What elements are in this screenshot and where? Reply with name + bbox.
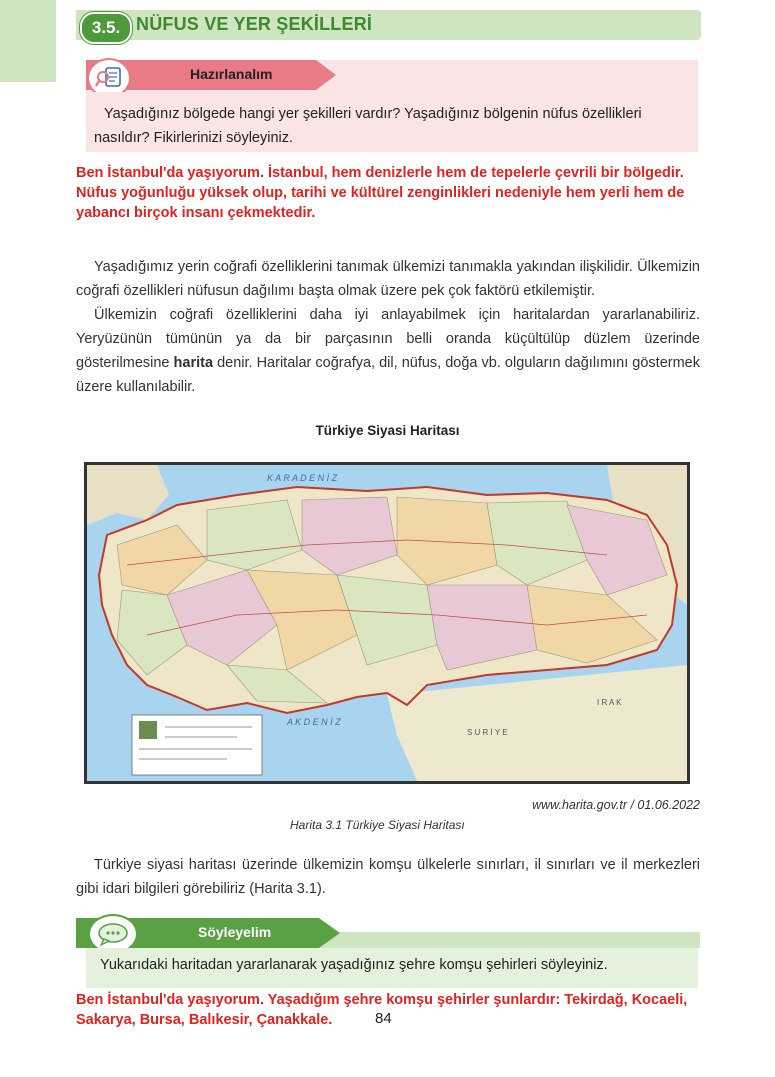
term-harita: harita — [173, 355, 214, 371]
map-label-karadeniz: K A R A D E N İ Z — [267, 473, 338, 483]
answer-text-2: Ben İstanbul'da yaşıyorum. Yaşadığım şehre komşu şehirler şunlardır: Tekirdağ, Kocaeli, Sakarya, Bursa, Balıkesir, Çanakkale. — [76, 992, 688, 1028]
map-label-akdeniz: A K D E N İ Z — [287, 717, 341, 727]
map-label-irak: I R A K — [597, 698, 622, 707]
answer-text-1: Ben İstanbul'da yaşıyorum. İstanbul, hem denizlerle hem de tepelerle çevrili bir bölgedir. Nüfus yoğunluğu yüksek olup, tarihi ve kültürel zenginlikleri nedeniyle hem yerli hem de yabancı birçok insanı çekmektedir. — [76, 165, 685, 221]
soyleyelim-label: Söyleyelim — [198, 924, 272, 940]
section-title: NÜFUS VE YER ŞEKİLLERİ — [136, 14, 373, 34]
map-source: www.harita.gov.tr / 01.06.2022 — [532, 798, 700, 812]
body-text-block — [76, 255, 700, 399]
body-text-block-2 — [76, 853, 700, 901]
page-number: 84 — [375, 1010, 392, 1027]
soyleyelim-question: Yukarıdaki haritadan yararlanarak yaşadığınız şehre komşu şehirleri söyleyiniz. — [100, 957, 608, 973]
body-paragraph-3: Türkiye siyasi haritası üzerinde ülkemizin komşu ülkelerle sınırları, il sınırları ve il merkezleri gibi idari bilgileri görebiliriz (Harita 3.1). — [76, 857, 700, 897]
corner-tab — [0, 0, 56, 82]
map-emblem-icon — [139, 721, 157, 739]
body-paragraph-1: Yaşadığımız yerin coğrafi özelliklerini tanımak ülkemizi tanımakla yakından ilişkilidir. Ülkemizin coğrafi özellikleri nüfusun dağılımı başta olmak üzere pek çok faktörü etkilemiştir. — [76, 259, 700, 299]
map-label-suriye: S U R İ Y E — [467, 728, 508, 737]
body-paragraph-2 — [76, 303, 700, 399]
hazirlanalim-question: Yaşadığınız bölgede hangi yer şekilleri vardır? Yaşadığınız bölgenin nüfus özellikleri nasıldır? Fikirlerinizi söyleyiniz. — [94, 106, 642, 146]
map-illustration — [87, 465, 687, 781]
section-number: 3.5. — [80, 12, 132, 44]
body-paragraph-2-start: Ülkemizin coğrafi özelliklerini daha iyi anlayabilmek için haritalardan yararlanabiliriz. Yeryüzünün tümünün ya da bir parçasının belli oranda küçültülüp düzlem üzerinde gösterilmesine — [76, 307, 700, 371]
turkey-political-map — [84, 462, 690, 784]
map-caption: Harita 3.1 Türkiye Siyasi Haritası — [290, 818, 465, 832]
body-paragraph-2-end: denir. Haritalar coğrafya, dil, nüfus, doğa vb. olguların dağılımını göstermek üzere kullanılabilir. — [76, 355, 700, 395]
hazirlanalim-label: Hazırlanalım — [190, 66, 273, 82]
map-title: Türkiye Siyasi Haritası — [315, 423, 460, 438]
